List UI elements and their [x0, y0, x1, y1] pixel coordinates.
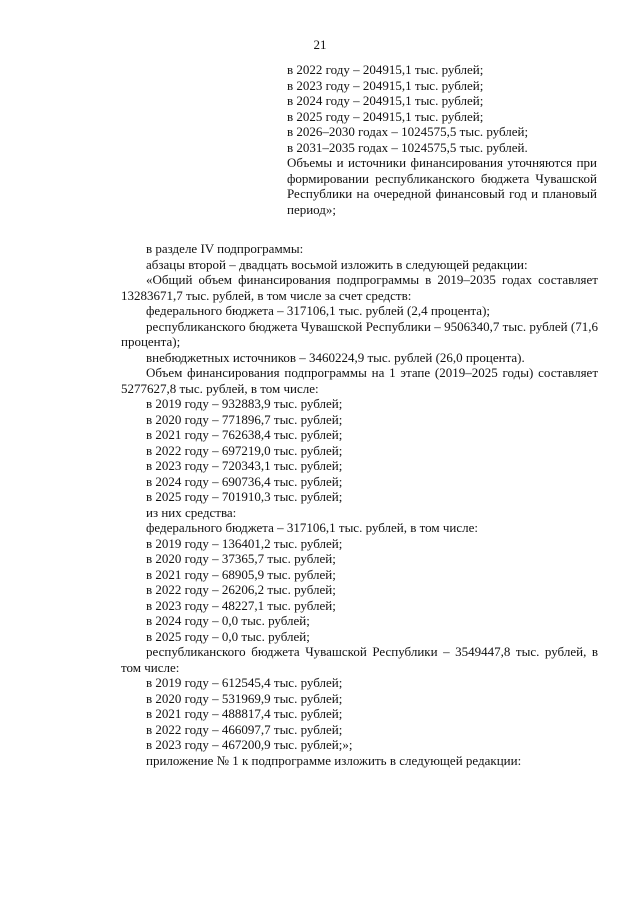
funding-by-year-continuation — [287, 62, 597, 217]
republican-year-line: в 2020 году – 531969,9 тыс. рублей; — [146, 690, 343, 706]
federal-year-line: в 2025 году – 0,0 тыс. рублей; — [146, 628, 310, 644]
federal-year-line: в 2021 году – 68905,9 тыс. рублей; — [146, 566, 336, 582]
republican-budget-paragraph: республиканского бюджета Чувашской Республики – 9506340,7 тыс. рублей (71,6 процента); — [121, 318, 598, 349]
federal-year-line: в 2024 году – 0,0 тыс. рублей; — [146, 613, 310, 628]
federal-stage1-line: федерального бюджета – 317106,1 тыс. рублей, в том числе: — [146, 520, 479, 535]
paragraphs-intro: абзацы второй – двадцать восьмой изложить в следующей редакции: — [146, 256, 528, 272]
republican-year-line: в 2021 году – 488817,4 тыс. рублей; — [146, 706, 343, 721]
stage1-year-line: в 2023 году – 720343,1 тыс. рублей; — [146, 458, 343, 473]
federal-budget-line: федерального бюджета – 317106,1 тыс. рублей (2,4 процента); — [146, 303, 491, 318]
year-line: в 2022 году – 204915,1 тыс. рублей; — [287, 62, 484, 77]
federal-year-line: в 2022 году – 26206,2 тыс. рублей; — [146, 582, 336, 597]
page-number: 21 — [313, 37, 327, 52]
year-line: в 2024 году – 204915,1 тыс. рублей; — [287, 93, 484, 108]
stage1-total-paragraph: Объем финансирования подпрограммы на 1 этапе (2019–2025 годы) составляет 5277627,8 тыс. рублей, в том числе: — [121, 365, 598, 396]
stage1-year-line: в 2019 году – 932883,9 тыс. рублей; — [146, 396, 343, 411]
year-line: в 2025 году – 204915,1 тыс. рублей; — [287, 108, 484, 124]
year-line: в 2023 году – 204915,1 тыс. рублей; — [287, 77, 484, 93]
stage1-year-line: в 2021 году – 762638,4 тыс. рублей; — [146, 427, 343, 442]
funding-clarification-paragraph: Объемы и источники финансирования уточняются при формировании республиканского бюджета Чувашской Республики на очередной финансовый год и плановый период»; — [287, 155, 597, 217]
republican-stage1-paragraph: республиканского бюджета Чувашской Республики – 3549447,8 тыс. рублей, в том числе: — [121, 644, 598, 675]
of-which-line: из них средства: — [146, 504, 237, 520]
stage1-year-line: в 2024 году – 690736,4 тыс. рублей; — [146, 473, 343, 489]
federal-year-line: в 2020 году – 37365,7 тыс. рублей; — [146, 551, 336, 566]
stage1-year-line: в 2020 году – 771896,7 тыс. рублей; — [146, 411, 343, 427]
total-funding-paragraph: «Общий объем финансирования подпрограммы в 2019–2035 годах составляет 13283671,7 тыс. рублей, в том числе за счет средств: — [121, 272, 598, 303]
appendix-instruction: приложение № 1 к подпрограмме изложить в следующей редакции: — [146, 752, 522, 768]
section-reference: в разделе IV подпрограммы: — [146, 241, 304, 256]
stage1-year-line: в 2022 году – 697219,0 тыс. рублей; — [146, 442, 343, 458]
year-line: в 2031–2035 годах – 1024575,5 тыс. рублей. — [287, 139, 528, 155]
section-iv-amendments — [121, 241, 598, 768]
federal-year-line: в 2019 году – 136401,2 тыс. рублей; — [146, 535, 343, 551]
republican-year-line: в 2019 году – 612545,4 тыс. рублей; — [146, 675, 343, 690]
federal-year-line: в 2023 году – 48227,1 тыс. рублей; — [146, 597, 336, 613]
stage1-year-line: в 2025 году – 701910,3 тыс. рублей; — [146, 489, 343, 504]
year-line: в 2026–2030 годах – 1024575,5 тыс. рублей; — [287, 124, 529, 139]
republican-year-line: в 2022 году – 466097,7 тыс. рублей; — [146, 721, 343, 737]
extra-budget-line: внебюджетных источников – 3460224,9 тыс. рублей (26,0 процента). — [146, 349, 525, 365]
republican-year-line: в 2023 году – 467200,9 тыс. рублей;»; — [146, 737, 353, 752]
